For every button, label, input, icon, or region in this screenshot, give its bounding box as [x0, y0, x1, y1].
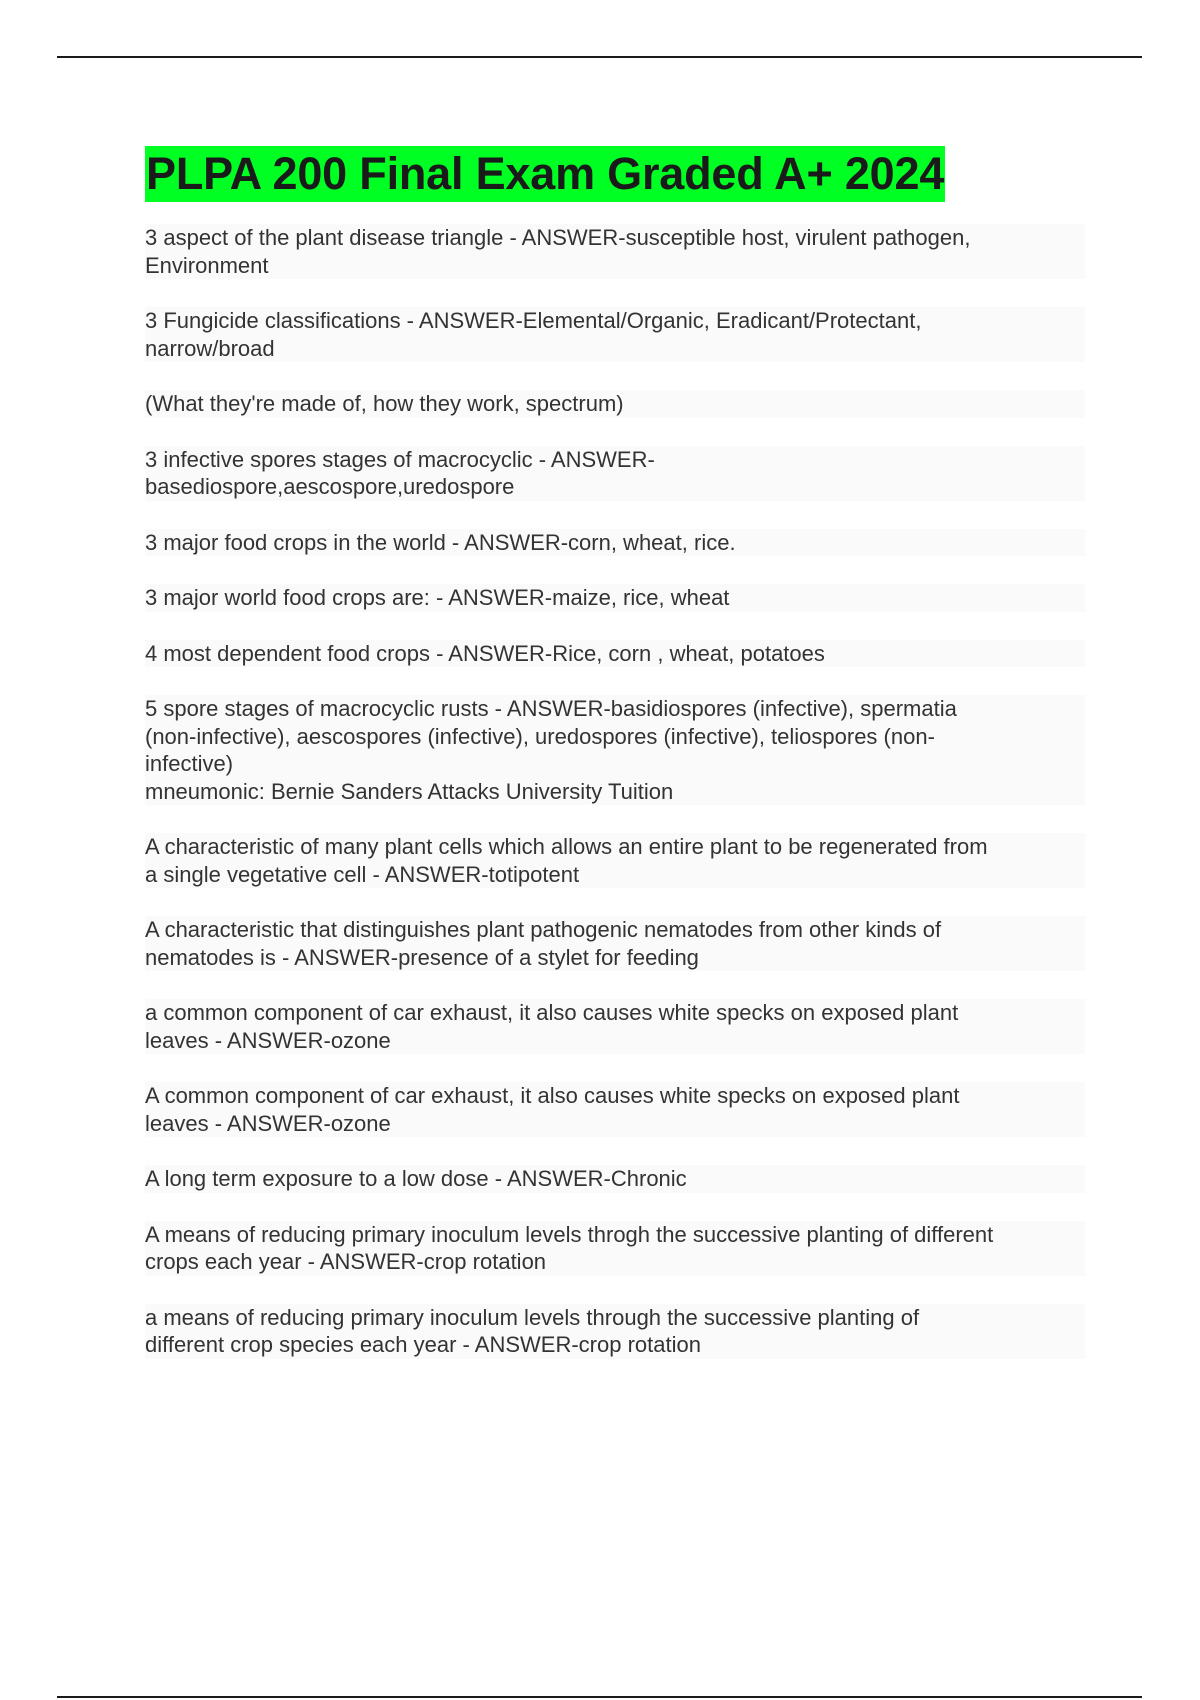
qa-item: 3 major food crops in the world - ANSWER-corn, wheat, rice.	[145, 529, 1085, 557]
qa-item: A common component of car exhaust, it also causes white specks on exposed plant leaves - ANSWER-ozone	[145, 1082, 1085, 1137]
qa-item: 3 Fungicide classifications - ANSWER-Elemental/Organic, Eradicant/Protectant, narrow/broad	[145, 307, 1085, 362]
qa-item: 5 spore stages of macrocyclic rusts - ANSWER-basidiospores (infective), spermatia (non-infective), aescospores (infective), uredospores (infective), teliospores (non- infective) mneumonic: Bernie Sanders Attacks University Tuition	[145, 695, 1085, 805]
qa-item: 3 infective spores stages of macrocyclic - ANSWER- basediospore,aescospore,uredospore	[145, 446, 1085, 501]
qa-item: (What they're made of, how they work, spectrum)	[145, 390, 1085, 418]
qa-item: 3 aspect of the plant disease triangle - ANSWER-susceptible host, virulent pathogen, Environment	[145, 224, 1085, 279]
document-title: PLPA 200 Final Exam Graded A+ 2024	[145, 146, 945, 202]
qa-item: A long term exposure to a low dose - ANSWER-Chronic	[145, 1165, 1085, 1193]
qa-item: 3 major world food crops are: - ANSWER-maize, rice, wheat	[145, 584, 1085, 612]
qa-item: 4 most dependent food crops - ANSWER-Rice, corn , wheat, potatoes	[145, 640, 1085, 668]
document-body	[145, 146, 1085, 1387]
qa-item: a means of reducing primary inoculum levels through the successive planting of different crop species each year - ANSWER-crop rotation	[145, 1304, 1085, 1359]
qa-list	[145, 224, 1085, 1359]
top-divider	[57, 56, 1142, 58]
qa-item: A means of reducing primary inoculum levels throgh the successive planting of different crops each year - ANSWER-crop rotation	[145, 1221, 1085, 1276]
bottom-divider	[57, 1696, 1142, 1698]
qa-item: A characteristic that distinguishes plant pathogenic nematodes from other kinds of nematodes is - ANSWER-presence of a stylet for feeding	[145, 916, 1085, 971]
qa-item: a common component of car exhaust, it also causes white specks on exposed plant leaves - ANSWER-ozone	[145, 999, 1085, 1054]
qa-item: A characteristic of many plant cells which allows an entire plant to be regenerated from a single vegetative cell - ANSWER-totipotent	[145, 833, 1085, 888]
